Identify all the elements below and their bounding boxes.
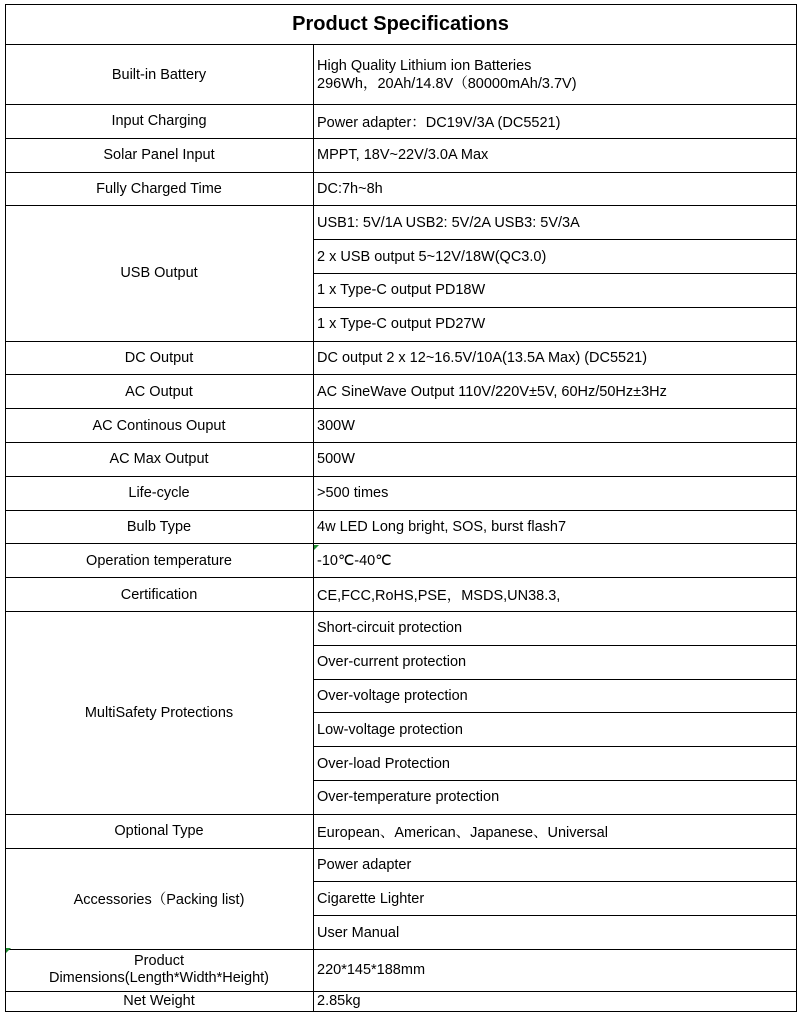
spec-value-solar-panel-input: MPPT, 18V~22V/3.0A Max	[314, 138, 797, 172]
spec-label-fully-charged-time: Fully Charged Time	[6, 172, 314, 206]
spec-label-built-in-battery: Built-in Battery	[6, 45, 314, 105]
table-row	[6, 375, 797, 409]
spec-value-ac-max-output: 500W	[314, 442, 797, 476]
spec-value-protection: Over-load Protection	[314, 747, 797, 781]
spec-value-protection: Over-current protection	[314, 645, 797, 679]
spec-label-optional-type: Optional Type	[6, 814, 314, 848]
spec-value-bulb-type: 4w LED Long bright, SOS, burst flash7	[314, 510, 797, 544]
spec-value-usb-output: 1 x Type-C output PD27W	[314, 307, 797, 341]
dimensions-label-line1: Product	[134, 953, 184, 970]
table-title: Product Specifications	[6, 5, 797, 45]
spec-label-net-weight: Net Weight	[6, 991, 314, 1011]
spec-label-usb-output: USB Output	[6, 206, 314, 341]
spec-value-accessory: Cigarette Lighter	[314, 882, 797, 916]
dimensions-label-line2: Dimensions(Length*Width*Height)	[48, 970, 270, 987]
table-row	[6, 206, 797, 240]
table-row	[6, 341, 797, 375]
spec-value-certification: CE,FCC,RoHS,PSE，MSDS,UN38.3,	[314, 578, 797, 612]
spec-value-built-in-battery	[314, 45, 797, 105]
spec-value-usb-output: USB1: 5V/1A USB2: 5V/2A USB3: 5V/3A	[314, 206, 797, 240]
table-row	[6, 578, 797, 612]
title-row	[6, 5, 797, 45]
spec-value-accessory: Power adapter	[314, 848, 797, 882]
spec-value-dc-output: DC output 2 x 12~16.5V/10A(13.5A Max) (DC5521)	[314, 341, 797, 375]
spec-label-operation-temperature: Operation temperature	[6, 544, 314, 578]
spec-value-accessory: User Manual	[314, 916, 797, 950]
spec-label-bulb-type: Bulb Type	[6, 510, 314, 544]
table-row	[6, 172, 797, 206]
spec-value-usb-output: 1 x Type-C output PD18W	[314, 273, 797, 307]
spec-value-protection: Low-voltage protection	[314, 713, 797, 747]
spec-label-ac-output: AC Output	[6, 375, 314, 409]
battery-type-text: High Quality Lithium ion Batteries	[317, 57, 532, 74]
battery-capacity-text: 296Wh，20Ah/14.8V（80000mAh/3.7V)	[317, 75, 577, 92]
table-row	[6, 848, 797, 882]
spec-value-net-weight: 2.85kg	[314, 991, 797, 1011]
spec-value-optional-type: European、American、Japanese、Universal	[314, 814, 797, 848]
product-specifications-table	[5, 4, 797, 1012]
spec-value-ac-output: AC SineWave Output 110V/220V±5V, 60Hz/50Hz±3Hz	[314, 375, 797, 409]
spec-value-protection: Over-voltage protection	[314, 679, 797, 713]
spec-label-certification: Certification	[6, 578, 314, 612]
table-row	[6, 814, 797, 848]
table-row	[6, 510, 797, 544]
spec-label-product-dimensions	[6, 949, 314, 991]
spec-value-operation-temperature: -10℃-40℃	[314, 544, 797, 578]
cell-comment-marker-icon	[6, 948, 11, 953]
table-row	[6, 611, 797, 645]
table-row	[6, 476, 797, 510]
spec-value-ac-continous-ouput: 300W	[314, 409, 797, 443]
spec-value-usb-output: 2 x USB output 5~12V/18W(QC3.0)	[314, 240, 797, 274]
spec-label-life-cycle: Life-cycle	[6, 476, 314, 510]
spec-label-ac-max-output: AC Max Output	[6, 442, 314, 476]
table-row	[6, 442, 797, 476]
table-row	[6, 45, 797, 105]
cell-comment-marker-icon	[314, 545, 319, 550]
table-row	[6, 544, 797, 578]
spec-value-fully-charged-time: DC:7h~8h	[314, 172, 797, 206]
spec-label-multisafety-protections: MultiSafety Protections	[6, 611, 314, 814]
spec-label-input-charging: Input Charging	[6, 105, 314, 139]
spec-value-protection: Short-circuit protection	[314, 611, 797, 645]
table-row	[6, 949, 797, 991]
table-row	[6, 138, 797, 172]
table-row	[6, 105, 797, 139]
spec-value-life-cycle: >500 times	[314, 476, 797, 510]
table-row	[6, 991, 797, 1011]
spec-value-product-dimensions: 220*145*188mm	[314, 949, 797, 991]
spec-value-input-charging: Power adapter：DC19V/3A (DC5521)	[314, 105, 797, 139]
spec-label-dc-output: DC Output	[6, 341, 314, 375]
table-row	[6, 409, 797, 443]
spec-label-ac-continous-ouput: AC Continous Ouput	[6, 409, 314, 443]
spec-label-accessories: Accessories（Packing list)	[6, 848, 314, 949]
spec-value-protection: Over-temperature protection	[314, 780, 797, 814]
spec-label-solar-panel-input: Solar Panel Input	[6, 138, 314, 172]
